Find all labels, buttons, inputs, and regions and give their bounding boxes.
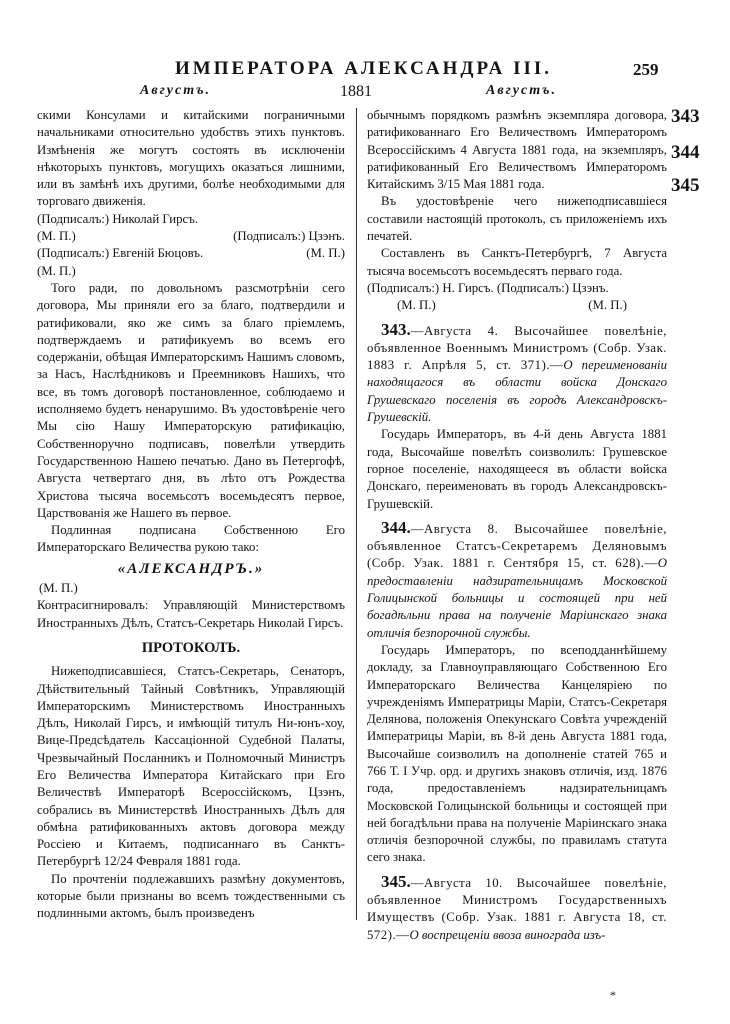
entry-number: 345. (381, 871, 411, 891)
entry-subject: О предоставленіи надзирательницамъ Московской Голицынской больницы и состоящей при ней богадѣльни права на полученіе Маріинскаго знака отличія безпорочной службы. (367, 556, 667, 640)
ratification-text: Того ради, по довольномъ разсмотрѣніи сего договора, Мы приняли его за благо, подтвердили и ратификовали, яко же симъ за благо пріемлемъ, подтверждаемъ и ратификуемъ во всемъ его содержаніи, обѣщая Императорскимъ Нашимъ словомъ, за Насъ, Наслѣдниковъ и Преемниковъ Нашихъ, что все, въ томъ договорѣ постановленное, соблюдаемо и исполняемо будетъ ненарушимо. Въ удостовѣреніе чего Мы сію Нашу Императорскую ратификацію, Собственноручно подписавъ, повелѣли утвердить Государственною Нашею печатью. Дано въ Петергофѣ, Августа четвертаго дня, въ лѣто отъ Рождества Христова тысяча восемьсотъ восемьдесятъ первое, Царствованія же Нашего въ первое. (37, 280, 345, 520)
month-right: Августъ. (486, 83, 557, 98)
column-divider (356, 108, 357, 920)
protocol-exchange-text: обычнымъ порядкомъ размѣнъ экземпляра договора, ратификованнаго Его Величествомъ Императоромъ Всероссійскимъ 4 Августа 1881 года, на экземпляръ, ратификованный Его Величествомъ Императоромъ Китайскимъ 3/15 Мая 1881 года. (367, 108, 667, 192)
entry-343-body: Государь Императоръ, въ 4-й день Августа 1881 года, Высочайше повелѣть соизволилъ: Грушевское горное поселеніе, находящееся въ области войска Донскаго, переименовать въ городъ Александровскъ-Грушевскій. (367, 427, 667, 511)
entry-subject: О воспрещеніи ввоза винограда изъ- (409, 927, 606, 942)
signatory-butzow: (Подписалъ:) Евгеній Бюцовъ. (37, 246, 204, 261)
protocol-text-continued: По прочтеніи подлежавшихъ размѣну документовъ, которые были признаны во всемъ тождественными съ подлинными актомъ, былъ произведенъ (37, 871, 345, 921)
countersignature: Контрасигнировалъ: Управляющій Министерствомъ Иностранныхъ Дѣлъ, Статсъ-Секретарь Николай Гирсъ. (37, 598, 345, 630)
entry-343-header (367, 321, 667, 427)
protocol-attestation: Въ удостовѣреніе чего нижеподписавшіеся составили настоящій протоколъ, съ приложеніемъ ихъ печатей. (367, 194, 667, 244)
signatory-girs: (Подписалъ:) Николай Гирсъ. (37, 211, 199, 226)
entry-subject: О переименованіи находящагося въ области войска Донскаго Грушевскаго поселенія въ городъ Александровскъ-Грушевскій. (367, 358, 667, 425)
seal-mark: (М. П.) (588, 298, 627, 313)
emperor-signature: «АЛЕКСАНДРЪ.» (117, 560, 265, 577)
left-column (37, 107, 345, 923)
running-title: ИМПЕРАТОРА АЛЕКСАНДРА III. (175, 58, 553, 79)
protocol-signatures: (Подписалъ:) Н. Гирсъ. (Подписалъ:) Цзэнъ. (367, 280, 609, 295)
page-number: 259 (633, 60, 659, 79)
entry-344-header (367, 519, 667, 642)
seal-mark: (М. П.) (39, 581, 78, 596)
seal-row-2 (37, 245, 345, 262)
right-column (367, 107, 667, 944)
protocol-seals (367, 297, 667, 314)
signature-block (37, 211, 345, 280)
margin-number-345: 345 (671, 175, 700, 196)
protocol-text: Нижеподписавшіеся, Статсъ-Секретарь, Сенаторъ, Дѣйствительный Тайный Совѣтникъ, Управляющій Императорскимъ Министерствомъ Иностранныхъ Дѣлъ, Николай Гирсъ, и имѣющій титулъ Ни-юнъ-хоу, Вице-Предсѣдатель Кассаціонной Судебной Палаты, Чрезвычайный Посланникъ и Полномочный Министръ Его Величества Императора Китайскаго при Его Величествѣ Императорѣ Всероссійскомъ, Цзэнъ, собрались въ Министерствѣ Иностранныхъ Дѣлъ для обмѣна ратификованныхъ актовъ договора между Россіею и Китаемъ, подписаннаго въ Санктъ-Петербургѣ 12/24 Февраля 1881 года. (37, 664, 345, 869)
footnote-mark: * (610, 988, 616, 1002)
margin-number-343: 343 (671, 106, 700, 127)
signatory-tseng: (Подписалъ:) Цзэнъ. (233, 229, 345, 244)
seal-mark: (М. П.) (37, 263, 76, 278)
entry-number: 344. (381, 517, 411, 537)
seal-mark: (М. П.) (397, 298, 436, 313)
treaty-text-end: скими Консулами и китайскими пограничными начальниками относительно удобствъ этихъ пунктовъ. Измѣненія же могутъ состоять въ исключеніи нѣкоторыхъ пунктовъ, могущихъ оказаться лишними, или въ замѣнѣ ихъ другими, болѣе необходимыми для торговаго движенія. (37, 108, 345, 209)
protocol-place-date: Составленъ въ Санктъ-Петербургѣ, 7 Августа тысяча восемьсотъ восемьдесятъ перваго года. (367, 246, 667, 278)
seal-row-1 (37, 228, 345, 245)
seal-mark: (М. П.) (306, 246, 345, 261)
entry-title: —Августа 8. Высочайшее повелѣніе, объявленное Статсъ-Секретаремъ Деляновымъ (Собр. Узак. 1881 г. Сентября 15, ст. 628).— (367, 521, 667, 571)
protocol-heading: ПРОТОКОЛЪ. (141, 639, 241, 656)
original-signed-note: Подлинная подписана Собственною Его Императорскаго Величества рукою тако: (37, 523, 345, 555)
entry-number: 343. (381, 319, 411, 339)
entry-title: —Августа 10. Высочайшее повелѣніе, объявленное Министромъ Государственныхъ Имуществъ (Собр. Узак. 1881 г. Августа 18, ст. 572).— (367, 875, 667, 942)
year: 1881 (340, 83, 372, 100)
margin-number-344: 344 (671, 142, 700, 163)
month-left: Августъ. (140, 83, 211, 98)
entry-title: —Августа 4. Высочайшее повелѣніе, объявленное Военнымъ Министромъ (Собр. Узак. 1883 г. Апрѣля 5, ст. 371).— (367, 323, 667, 373)
entry-345-header (367, 873, 667, 944)
seal-mark: (М. П.) (37, 229, 76, 244)
entry-344-body: Государь Императоръ, по всеподданнѣйшему докладу, за Главноуправляющаго Собственною Его Императорскаго Величества Канцеляріею по учрежденіямъ Императрицы Маріи, Статсъ-Секретаря Делянова, положенія Опекунскаго Совѣта учрежденій Императрицы Маріи, въ 8-й день Августа 1881 года, Высочайше соизволилъ на дополненіе статей 765 и 766 Т. I Учр. орд. и другихъ знаковъ отличія, изд. 1876 года, предоставленіемъ надзирательницамъ Московской Голицынской больницы и состоящей при ней богадѣльни права на полученіе Маріинскаго знака отличія безпорочной службы, по правиламъ статута сего знака. (367, 642, 667, 865)
